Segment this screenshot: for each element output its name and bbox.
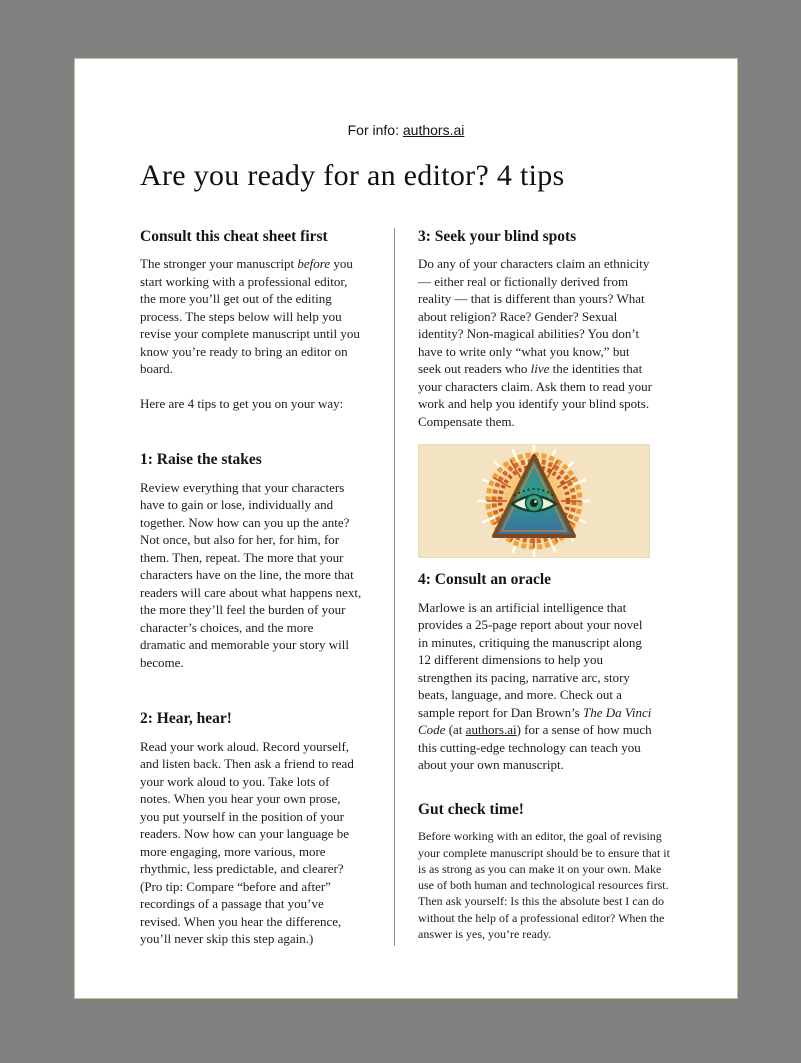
- cheat-sheet-heading: Consult this cheat sheet first: [140, 227, 328, 245]
- italic-word-before: before: [297, 256, 331, 272]
- tip1-paragraph: Review everything that your characters have to gain or lose, individually and together. Now how can you up the ante? Not once, but also for her, for him, for them. Then, repeat. The more that your characters have on the line, the more that readers will care about what happens next, the more they’ll feel the burden of your character’s choices, and the more dramatic and memorable your story will become.: [140, 479, 362, 670]
- info-prefix: For info:: [347, 122, 403, 138]
- italic-book-title: The Da Vinci Code: [418, 704, 652, 738]
- italic-word-live: live: [530, 361, 550, 377]
- tip1-heading: 1: Raise the stakes: [140, 451, 262, 469]
- authors-ai-header-link[interactable]: authors.ai: [402, 122, 465, 138]
- tip2-paragraph: Read your work aloud. Record yourself, and listen back. Then ask a friend to read your work aloud to you. Take lots of notes. When you hear your own prose, you put yourself in the position of your readers. Now how can your language be more engaging, more various, more rhythmic, less predictable, and clearer? (Pro tip: Compare “before and after” recordings of a passage that you’ve revised. When you hear the difference, you’ll never skip this step again.): [140, 738, 354, 947]
- eye-of-providence-illustration: [418, 444, 650, 558]
- info-line: [75, 122, 737, 138]
- tip3-paragraph: Do any of your characters claim an ethnicity — either real or fictionally derived from reality — that is different than yours? What about religion? Race? Gender? Sexual identity? Non-magical abilities? You don’t have to write only “what you know,” but seek out readers who live the identities that your characters claim. Ask them to read your work and help you identify your blind spots. Compensate them.: [418, 256, 652, 429]
- cheat-sheet-paragraph: The stronger your manuscript before you start working with a professional editor, the more you’ll get out of the editing process. The steps below will help you revise your complete manuscript until you know you’re ready to bring an editor on board.: [140, 256, 360, 377]
- tip4-heading: 4: Consult an oracle: [418, 571, 552, 589]
- tip4-paragraph: Marlowe is an artificial intelligence that provides a 25-page report about your novel in minutes, critiquing the manuscript along 12 different dimensions to help you strengthen its pacing, narrative arc, story beats, language, and more. Check out a sample report for Dan Brown’s The Da Vinci Code (at authors.ai) for a sense of how much this cutting-edge technology can teach you about your own manuscript.: [418, 599, 652, 773]
- left-column: [140, 228, 362, 948]
- two-column-layout: [140, 228, 737, 948]
- gut-check-heading: Gut check time!: [418, 800, 524, 818]
- section-cheat-sheet: [140, 228, 362, 413]
- authors-ai-body-link[interactable]: authors.ai: [465, 722, 517, 738]
- section-tip-2: [140, 710, 362, 948]
- tip2-heading: 2: Hear, hear!: [140, 710, 232, 728]
- tip3-heading: 3: Seek your blind spots: [418, 227, 577, 245]
- section-tip-4: [418, 571, 676, 774]
- column-divider: [394, 228, 395, 946]
- page-title: Are you ready for an editor? 4 tips: [140, 159, 565, 192]
- gut-check-paragraph: Before working with an editor, the goal of revising your complete manuscript should be to ensure that it is as strong as you can make it on your own. Make use of both human and technological resources first. Then ask yourself: Is this the absolute best I can do without the help of a professional editor? When the answer is yes, you’re ready.: [418, 829, 670, 942]
- right-column: [418, 228, 676, 948]
- tips-tagline: Here are 4 tips to get you on your way:: [140, 395, 344, 411]
- section-tip-3: [418, 228, 676, 431]
- section-tip-1: [140, 451, 362, 671]
- document-page: [74, 58, 738, 999]
- section-gut-check: [418, 801, 676, 943]
